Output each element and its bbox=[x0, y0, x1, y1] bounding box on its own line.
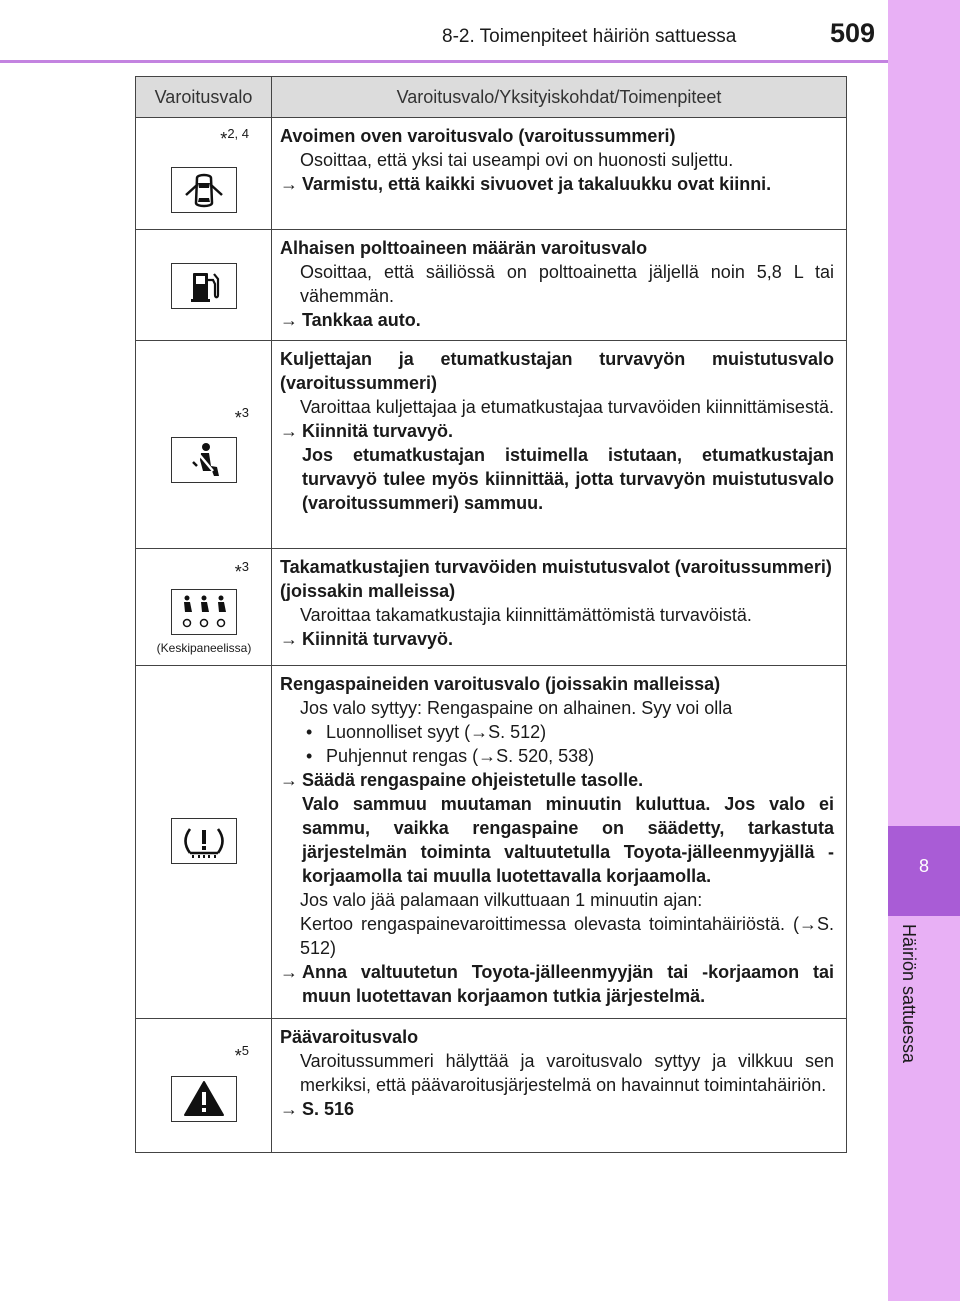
chapter-label: Häiriön sattuessa bbox=[899, 924, 919, 1064]
table-row bbox=[136, 118, 846, 230]
description-cell bbox=[272, 230, 846, 340]
light-description: Jos valo syttyy: Rengaspaine on alhainen. Syy voi olla bbox=[300, 698, 733, 718]
action-note: Valo sammuu muutaman minuutin kuluttua. Jos valo ei sammu, vaikka rengaspaine on säädetty, tarkastuta järjestelmän toiminta valtuutetulla Toyota-jälleenmyyjällä -korjaamolla tai muulla luotettavalla korjaamolla. bbox=[302, 794, 834, 886]
action-text: Anna valtuutetun Toyota-jälleenmyyjän tai -korjaamon tai muun luotettavan korjaamon tutkia järjestelmä. bbox=[302, 962, 834, 1006]
icon-cell bbox=[136, 118, 272, 229]
light-description: Jos valo jää palamaan vilkuttuaan 1 minuutin ajan: bbox=[300, 890, 703, 910]
description-cell bbox=[272, 666, 846, 1018]
list-item-text: Luonnolliset syyt (→S. 512) bbox=[326, 722, 547, 742]
bullet-icon: • bbox=[306, 722, 313, 742]
icon-cell bbox=[136, 549, 272, 665]
tire-pressure-icon bbox=[171, 818, 237, 864]
action-note: Jos etumatkustajan istuimella istutaan, etumatkustajan turvavyö tulee myös kiinnittää, jotta turvavyön muistutusvalo (varoitussummeri) sammuu. bbox=[302, 445, 834, 513]
action-line bbox=[280, 960, 834, 1008]
action-line bbox=[280, 768, 834, 792]
list-item-text: Puhjennut rengas (→S. 520, 538) bbox=[326, 746, 595, 766]
page-number: 509 bbox=[830, 18, 876, 48]
icon-cell bbox=[136, 230, 272, 340]
list-item bbox=[280, 720, 834, 744]
light-description: Osoittaa, että yksi tai useampi ovi on huonosti suljettu. bbox=[300, 150, 734, 170]
action-line bbox=[280, 308, 834, 332]
light-title: Avoimen oven varoitusvalo (varoitussummeri) bbox=[280, 126, 676, 146]
footnote-ref: *$^3$ bbox=[234, 405, 249, 428]
light-description: Varoitussummeri hälyttää ja varoitusvalo syttyy ja vilkkuu sen merkiksi, että päävaroitusjärjestelmä on havainnut toimintahäiriön. bbox=[300, 1051, 834, 1095]
light-title: Kuljettajan ja etumatkustajan turvavyön muistutusvalo (varoitussummeri) bbox=[280, 349, 834, 393]
page-reference: S. 516 bbox=[302, 1099, 355, 1119]
footnote-ref: *$^3$ bbox=[234, 559, 249, 582]
chapter-number: 8 bbox=[918, 856, 929, 876]
description-cell bbox=[272, 118, 846, 229]
description-cell bbox=[272, 341, 846, 548]
light-title: Alhaisen polttoaineen määrän varoitusvalo bbox=[280, 238, 648, 258]
arrow-icon: → bbox=[280, 174, 298, 194]
door-open-icon bbox=[171, 167, 237, 213]
icon-location-note: (Keskipaneelissa) bbox=[156, 641, 252, 655]
icon-cell bbox=[136, 1019, 272, 1152]
seatbelt-icon bbox=[171, 437, 237, 483]
description-cell bbox=[272, 549, 846, 665]
table-header bbox=[136, 77, 846, 118]
action-text: Kiinnitä turvavyö. bbox=[302, 421, 454, 441]
warning-lights-table bbox=[135, 76, 847, 1153]
light-description: Kertoo rengaspainevaroittimessa olevasta toimintahäiriöstä. (→S. 512) bbox=[300, 914, 834, 958]
chapter-side-tab bbox=[888, 0, 960, 1301]
footnote-ref: *$^{2, 4}$ bbox=[220, 126, 249, 149]
icon-cell bbox=[136, 666, 272, 1018]
arrow-icon: → bbox=[280, 770, 298, 790]
arrow-icon: → bbox=[280, 421, 298, 441]
arrow-icon: → bbox=[280, 629, 298, 649]
fuel-pump-icon bbox=[171, 263, 237, 309]
arrow-icon: → bbox=[280, 962, 298, 982]
arrow-icon: → bbox=[280, 1099, 298, 1119]
footnote-ref: *$^5$ bbox=[234, 1043, 249, 1066]
action-line bbox=[280, 1097, 834, 1121]
header-warning-light: Varoitusvalo bbox=[136, 77, 272, 117]
light-description: Varoittaa takamatkustajia kiinnittämättömistä turvavöistä. bbox=[300, 605, 752, 625]
light-title: Takamatkustajien turvavöiden muistutusvalot (varoitussummeri) (joissakin malleissa) bbox=[280, 557, 832, 601]
list-item bbox=[280, 744, 834, 768]
table-row bbox=[136, 666, 846, 1019]
action-line bbox=[280, 172, 834, 196]
header-details: Varoitusvalo/Yksityiskohdat/Toimenpiteet bbox=[396, 87, 722, 107]
header-divider bbox=[0, 60, 888, 63]
action-text: Kiinnitä turvavyö. bbox=[302, 629, 454, 649]
light-description: Varoittaa kuljettajaa ja etumatkustajaa turvavöiden kiinnittämisestä. bbox=[300, 397, 834, 417]
light-title: Päävaroitusvalo bbox=[280, 1027, 419, 1047]
table-row bbox=[136, 549, 846, 666]
section-title: 8-2. Toimenpiteet häiriön sattuessa bbox=[442, 26, 737, 47]
action-line bbox=[280, 627, 834, 651]
master-warning-icon bbox=[171, 1076, 237, 1122]
arrow-icon: → bbox=[280, 310, 298, 330]
table-row bbox=[136, 230, 846, 341]
action-text: Tankkaa auto. bbox=[302, 310, 421, 330]
action-text: Varmistu, että kaikki sivuovet ja takaluukku ovat kiinni. bbox=[302, 174, 772, 194]
table-row bbox=[136, 1019, 846, 1153]
action-line bbox=[280, 419, 834, 443]
description-cell bbox=[272, 1019, 846, 1152]
bullet-icon: • bbox=[306, 746, 313, 766]
rear-seatbelts-icon bbox=[171, 589, 237, 635]
table-row bbox=[136, 341, 846, 549]
icon-cell bbox=[136, 341, 272, 548]
action-text: Säädä rengaspaine ohjeistetulle tasolle. bbox=[302, 770, 644, 790]
light-title: Rengaspaineiden varoitusvalo (joissakin malleissa) bbox=[280, 674, 721, 694]
light-description: Osoittaa, että säiliössä on polttoainetta jäljellä noin 5,8 L tai vähemmän. bbox=[300, 262, 834, 306]
